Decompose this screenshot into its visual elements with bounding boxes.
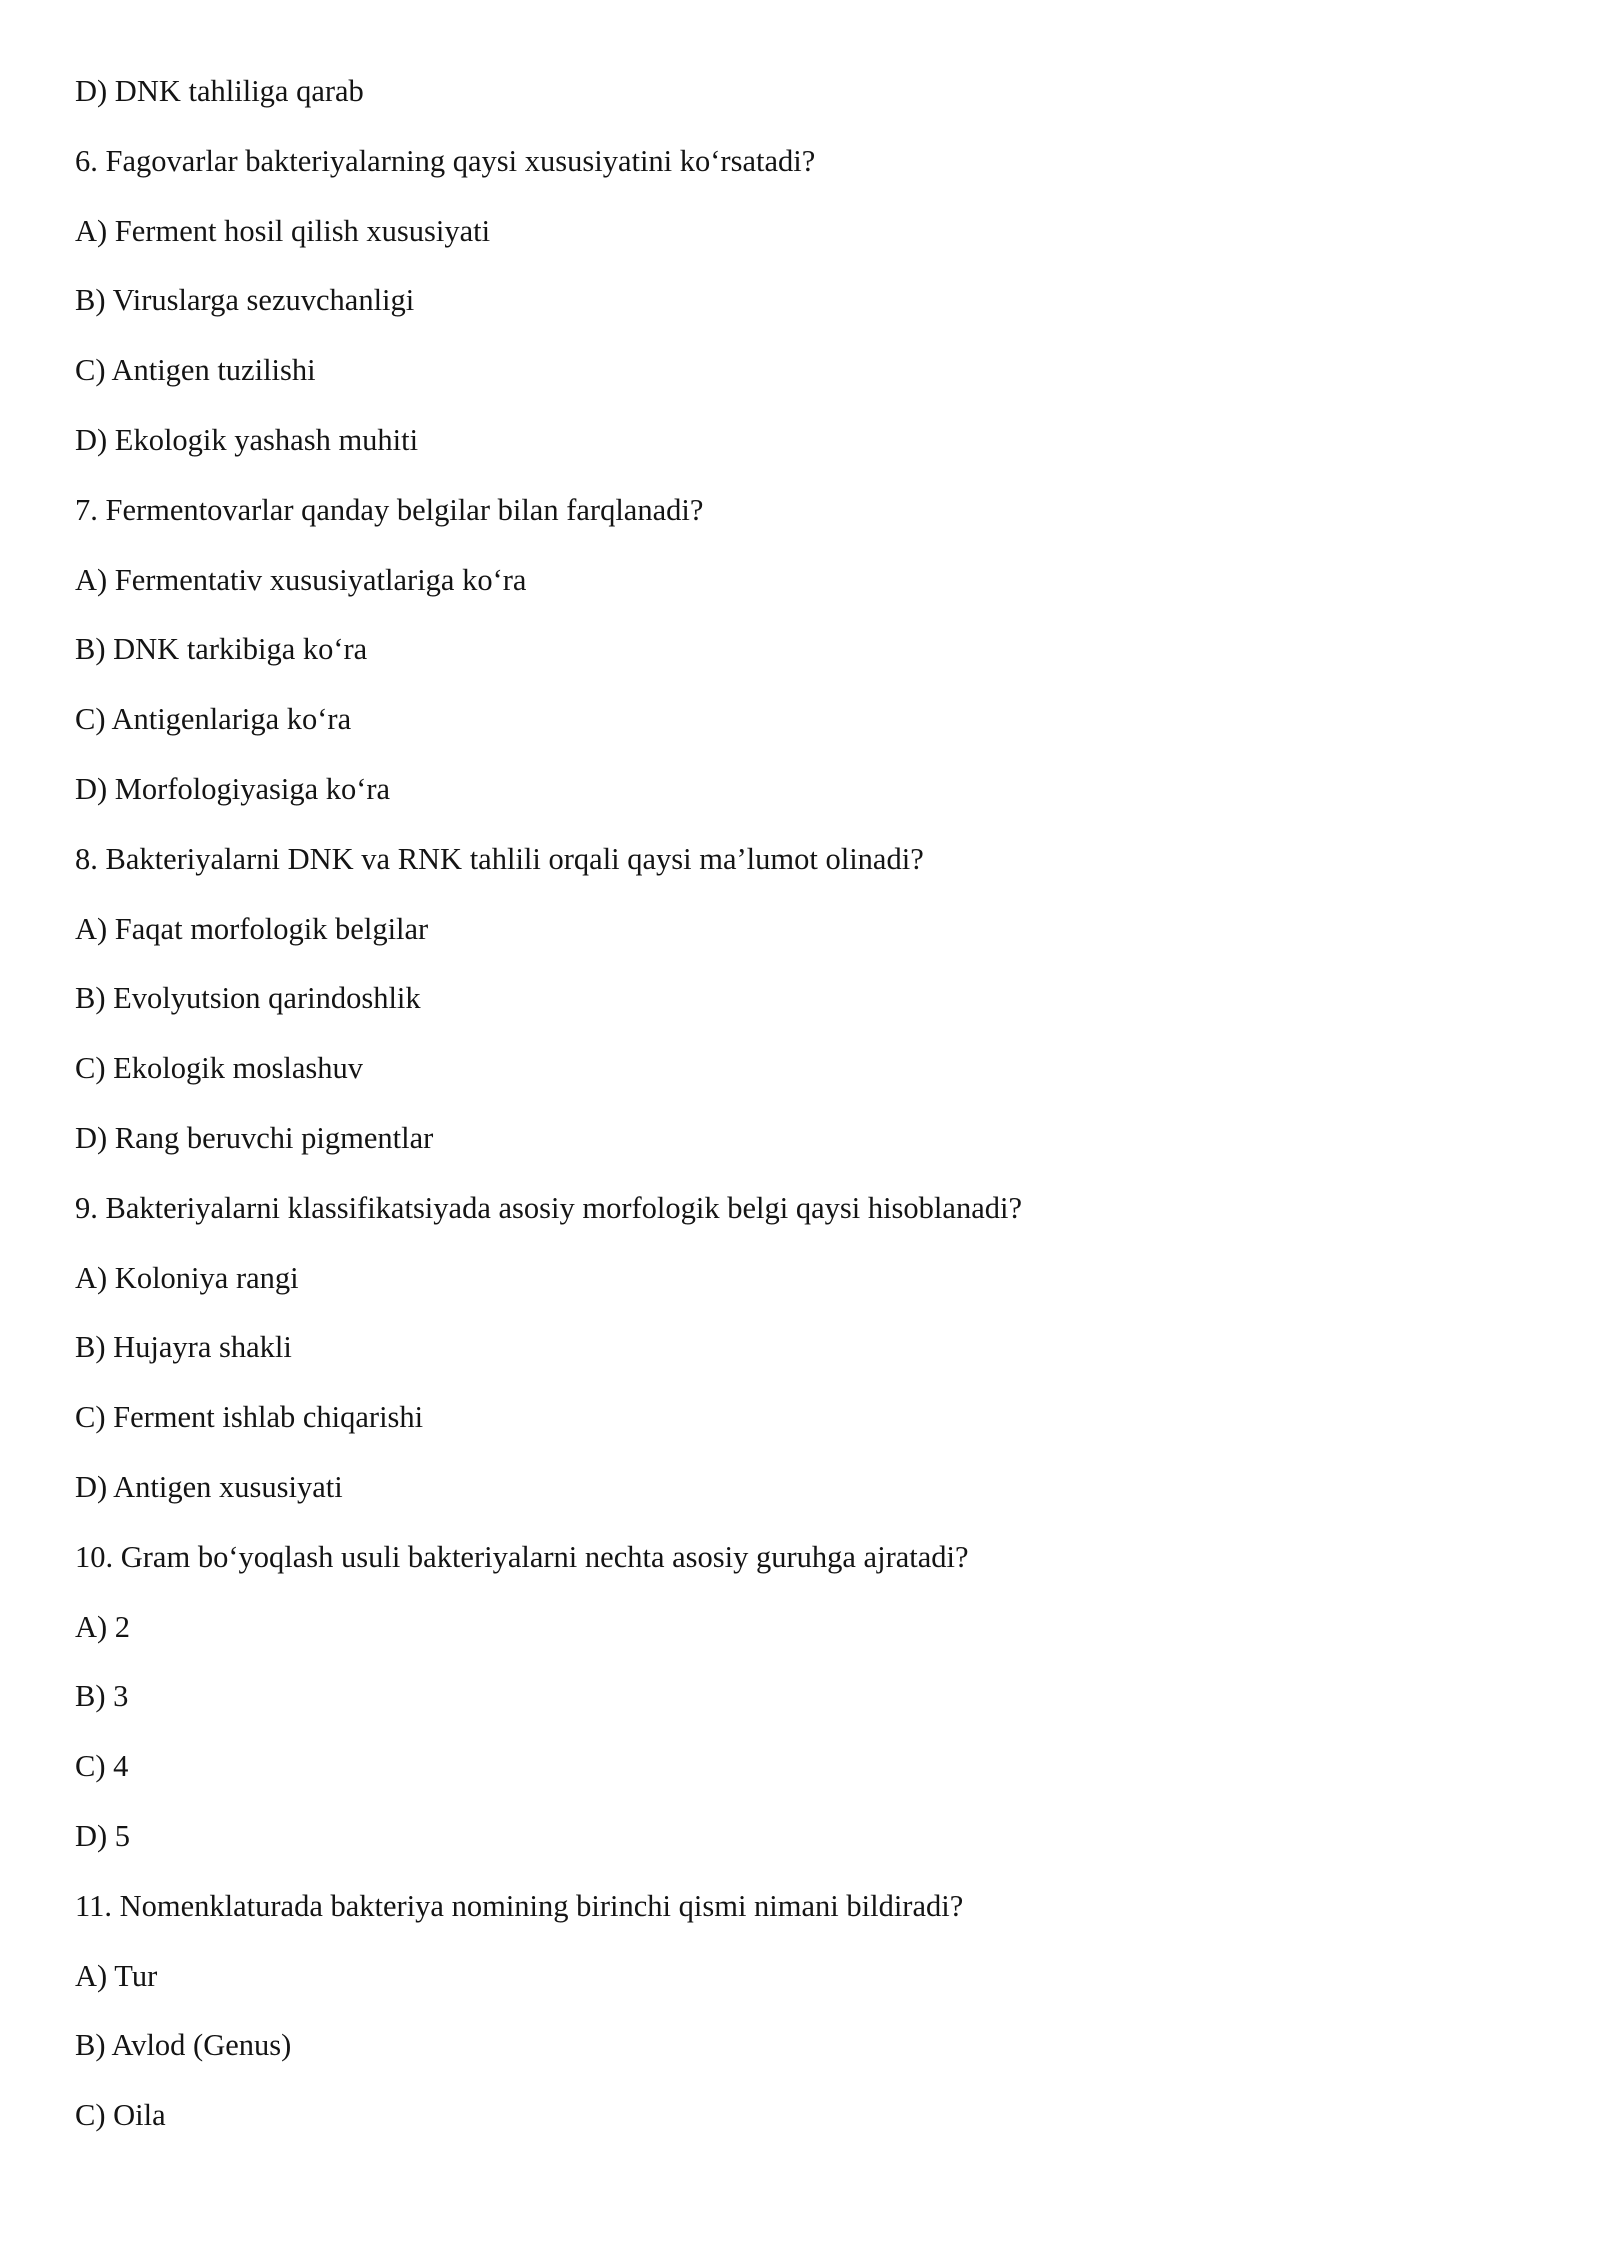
option-line: D) DNK tahliliga qarab bbox=[75, 74, 364, 108]
option-line: A) Fermentativ xususiyatlariga ko‘ra bbox=[75, 562, 527, 597]
question-text: 10. Gram bo‘yoqlash usuli bakteriyalarni nechta asosiy guruhga ajratadi? bbox=[75, 1539, 969, 1574]
question-block bbox=[75, 476, 1600, 825]
option-line: B) Evolyutsion qarindoshlik bbox=[75, 981, 421, 1016]
question-text: 9. Bakteriyalarni klassifikatsiyada asosiy morfologik belgi qaysi hisoblanadi? bbox=[75, 1190, 1022, 1225]
question-text: 8. Bakteriyalarni DNK va RNK tahlili orqali qaysi ma’lumot olinadi? bbox=[75, 841, 924, 876]
option-line: A) Faqat morfologik belgilar bbox=[75, 911, 429, 946]
question-block bbox=[75, 1872, 1600, 2151]
option-line: B) Viruslarga sezuvchanligi bbox=[75, 283, 415, 318]
option-line: A) 2 bbox=[75, 1609, 131, 1644]
option-line: B) Hujayra shakli bbox=[75, 1330, 292, 1365]
option-line: C) Antigen tuzilishi bbox=[75, 353, 316, 388]
question-text: 7. Fermentovarlar qanday belgilar bilan farqlanadi? bbox=[75, 492, 704, 527]
question-block bbox=[75, 1523, 1600, 1872]
option-line: D) Morfologiyasiga ko‘ra bbox=[75, 771, 391, 806]
option-line: C) Oila bbox=[75, 2098, 166, 2133]
option-line: B) 3 bbox=[75, 1679, 129, 1714]
option-line: C) Ferment ishlab chiqarishi bbox=[75, 1400, 424, 1435]
option-line: C) Antigenlariga ko‘ra bbox=[75, 702, 352, 737]
question-block bbox=[75, 825, 1600, 1174]
question-text: 11. Nomenklaturada bakteriya nomining birinchi qismi nimani bildiradi? bbox=[75, 1888, 964, 1923]
option-line: C) Ekologik moslashuv bbox=[75, 1051, 364, 1086]
option-line: D) Antigen xususiyati bbox=[75, 1469, 343, 1504]
option-line: A) Tur bbox=[75, 1958, 158, 1993]
option-line: D) Rang beruvchi pigmentlar bbox=[75, 1120, 434, 1155]
option-line: B) DNK tarkibiga ko‘ra bbox=[75, 632, 368, 667]
question-block bbox=[75, 1174, 1600, 1523]
option-line: D) Ekologik yashash muhiti bbox=[75, 422, 419, 457]
option-line: A) Ferment hosil qilish xususiyati bbox=[75, 213, 491, 248]
question-block bbox=[75, 127, 1600, 476]
question-text: 6. Fagovarlar bakteriyalarning qaysi xususiyatini ko‘rsatadi? bbox=[75, 143, 816, 178]
option-line: B) Avlod (Genus) bbox=[75, 2028, 292, 2063]
option-line: A) Koloniya rangi bbox=[75, 1260, 299, 1295]
option-line: C) 4 bbox=[75, 1749, 129, 1784]
option-line: D) 5 bbox=[75, 1818, 131, 1853]
